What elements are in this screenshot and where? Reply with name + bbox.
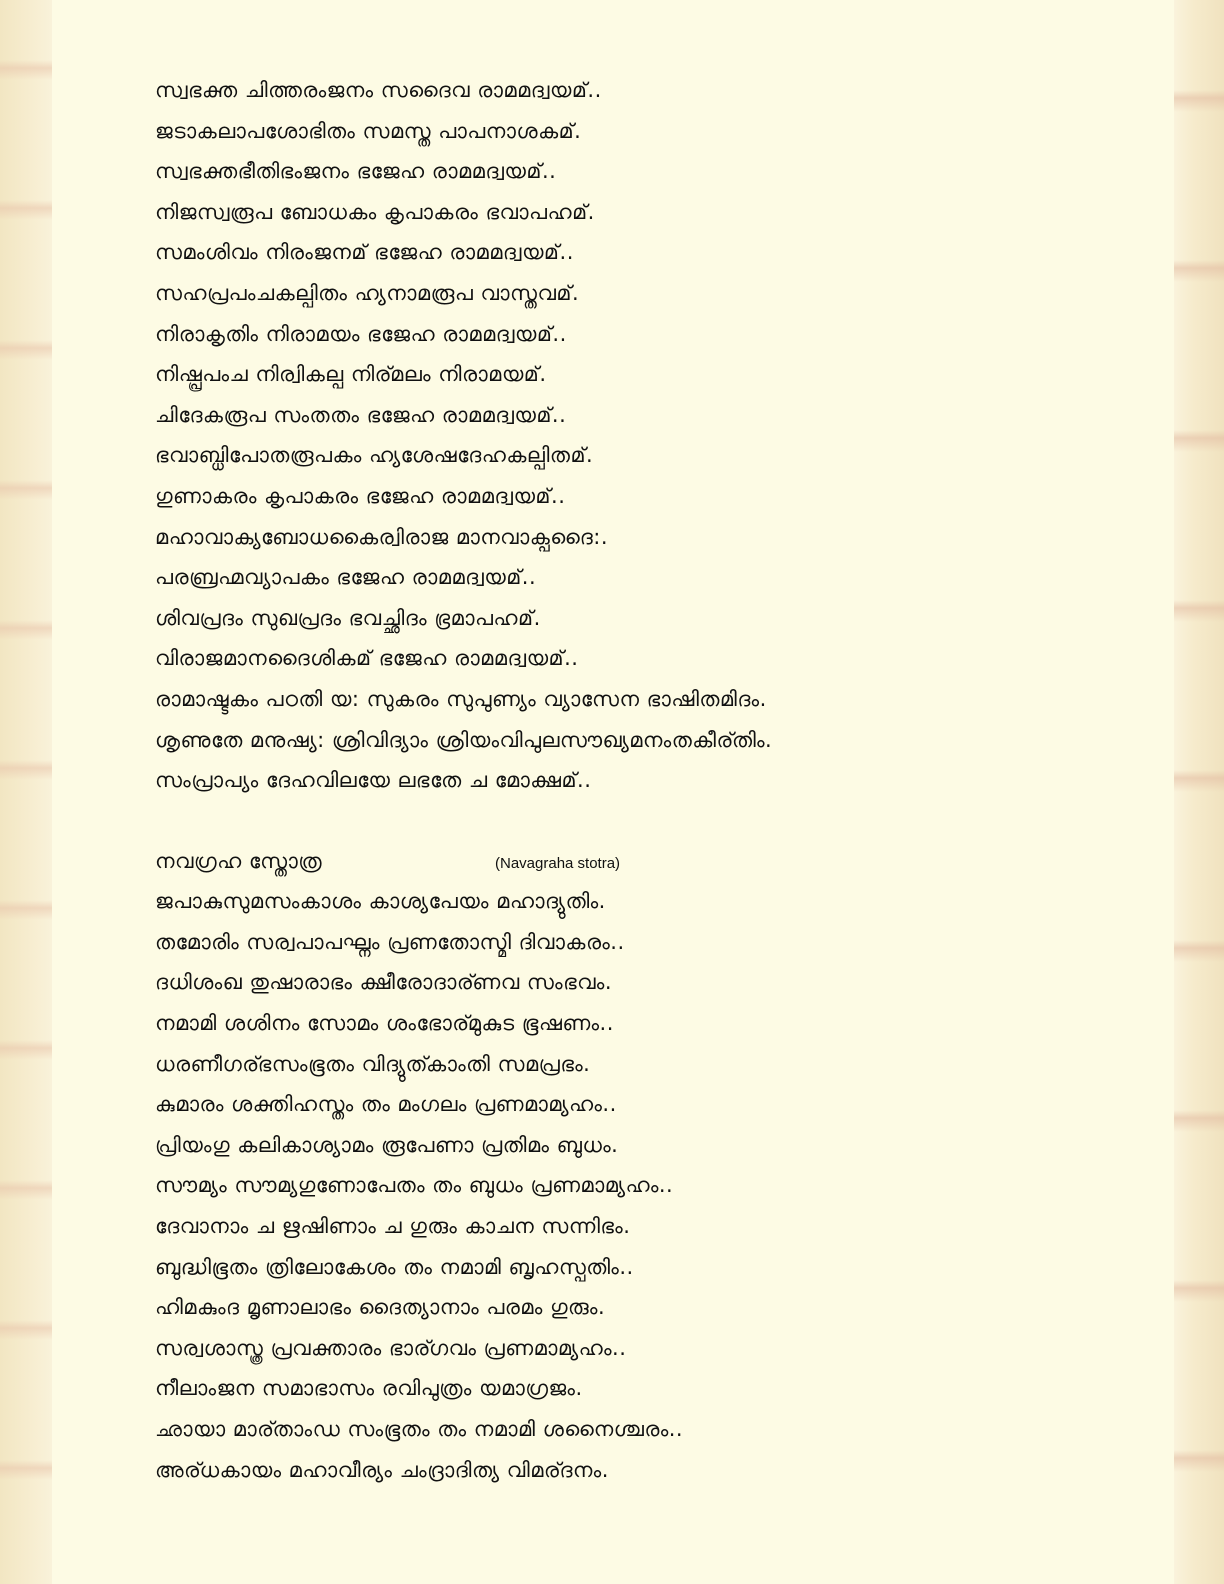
- verse-line: ശിവപ്രദം സുഖപ്രദം ഭവച്ഛിദം ഭ്രമാപഹമ്.: [155, 605, 541, 630]
- document-page: [52, 0, 1174, 1584]
- verse-line: നിരാകൃതിം നിരാമയം ഭജേഹ രാമമദ്വയമ്..: [155, 321, 567, 346]
- section-heading: [155, 841, 1155, 882]
- verse-line: ശൃണുതേ മനുഷ്യ: ശ്രിവിദ്യാം ശ്രിയംവിപുലസൗഖ്യമനംതകീര്തിം.: [155, 727, 773, 752]
- verse-line: ധരണീഗര്ഭസംഭൂതം വിദ്യുത്കാംതി സമപ്രഭം.: [155, 1051, 591, 1076]
- verse-line: സഹപ്രപംചകല്പിതം ഹ്യനാമരൂപ വാസ്തവമ്.: [155, 280, 580, 305]
- verse-line: നീലാംജന സമാഭാസം രവിപുത്രം യമാഗ്രജം.: [155, 1376, 583, 1401]
- verse-line: ദേവാനാം ച ഋഷിണാം ച ഗുരും കാചന സന്നിഭം.: [155, 1214, 631, 1239]
- verse-line: സൗമ്യം സൗമ്യഗുണോപേതം തം ബുധം പ്രണമാമ്യഹം..: [155, 1173, 674, 1198]
- rama-ashtakam-verses: [155, 70, 1155, 801]
- section-subtitle: (Navagraha stotra): [495, 854, 621, 872]
- verse-line: അര്ധകായം മഹാവീര്യം ചംദ്രാദിത്യ വിമര്ദനം.: [155, 1457, 609, 1482]
- verse-line: രാമാഷ്ടകം പഠതി യ: സുകരം സുപുണ്യം വ്യാസേന ഭാഷിതമിദം.: [155, 686, 767, 711]
- verse-line: പ്രിയംഗു കലികാശ്യാമം രൂപേണാ പ്രതിമം ബുധം.: [155, 1132, 619, 1157]
- section-title: നവഗ്രഹ സ്തോത്ര: [155, 848, 323, 873]
- navagraha-stotra-verses: [155, 881, 1155, 1490]
- page-border-left: [0, 0, 52, 1584]
- verse-line: തമോരിം സര്വപാപഘ്നം പ്രണതോസ്മി ദിവാകരം..: [155, 929, 625, 954]
- verse-line: ജടാകലാപശോഭിതം സമസ്ത പാപനാശകമ്.: [155, 118, 582, 143]
- verse-line: നമാമി ശശിനം സോമം ശംഭോര്മുകുട ഭൂഷണം..: [155, 1011, 614, 1036]
- verse-line: കുമാരം ശക്തിഹസ്തം തം മംഗലം പ്രണമാമ്യഹം..: [155, 1092, 617, 1117]
- verse-line: ചിദേകരൂപ സംതതം ഭജേഹ രാമമദ്വയമ്..: [155, 402, 567, 427]
- verse-line: ജപാകുസുമസംകാശം കാശ്യപേയം മഹാദ്യുതിം.: [155, 889, 606, 914]
- verse-line: സ്വഭക്ത ചിത്തരംജനം സദൈവ രാമമദ്വയമ്..: [155, 78, 602, 102]
- verse-line: നിജസ്വരൂപ ബോധകം കൃപാകരം ഭവാപഹമ്.: [155, 199, 595, 224]
- verse-line: ബുദ്ധിഭൂതം ത്രിലോകേശം തം നമാമി ബൃഹസ്പതിം..: [155, 1254, 634, 1279]
- verse-line: ഭവാബ്ധിപോതരൂപകം ഹ്യശേഷദേഹകല്പിതമ്.: [155, 443, 594, 468]
- verse-line: സര്വശാസ്ത്ര പ്രവക്താരം ഭാര്ഗവം പ്രണമാമ്യഹം..: [155, 1335, 627, 1360]
- verse-line: ഗുണാകരം കൃപാകരം ഭജേഹ രാമമദ്വയമ്..: [155, 483, 566, 508]
- verse-line: പരബ്രഹ്മവ്യാപകം ഭജേഹ രാമമദ്വയമ്..: [155, 565, 537, 590]
- verse-line: സ്വഭക്തഭീതിഭംജനം ഭജേഹ രാമമദ്വയമ്..: [155, 159, 557, 184]
- verse-line: സംപ്രാപ്യം ദേഹവിലയേ ലഭതേ ച മോക്ഷമ്..: [155, 768, 592, 793]
- verse-line: നിഷ്പ്രപംച നിര്വികല്പ നിര്മലം നിരാമയമ്.: [155, 362, 547, 387]
- text-block: [155, 70, 1155, 1490]
- verse-line: വിരാജമാനദൈശികമ് ഭജേഹ രാമമദ്വയമ്..: [155, 646, 579, 671]
- verse-line: സമംശിവം നിരംജനമ് ഭജേഹ രാമമദ്വയമ്..: [155, 240, 574, 265]
- verse-line: ദധിശംഖ തുഷാരാഭം ക്ഷീരോദാര്ണവ സംഭവം.: [155, 970, 613, 995]
- verse-line: ഹിമകുംദ മൃണാലാഭം ദൈത്യാനാം പരമം ഗുരും.: [155, 1295, 606, 1320]
- verse-line: മഹാവാക്യബോധകൈര്വിരാജ മാനവാക്പദൈ:.: [155, 524, 608, 549]
- verse-line: ഛായാ മാര്താംഡ സംഭൂതം തം നമാമി ശനൈശ്ചരം..: [155, 1417, 684, 1441]
- section-gap: [155, 801, 1155, 841]
- page-border-right: [1174, 0, 1224, 1584]
